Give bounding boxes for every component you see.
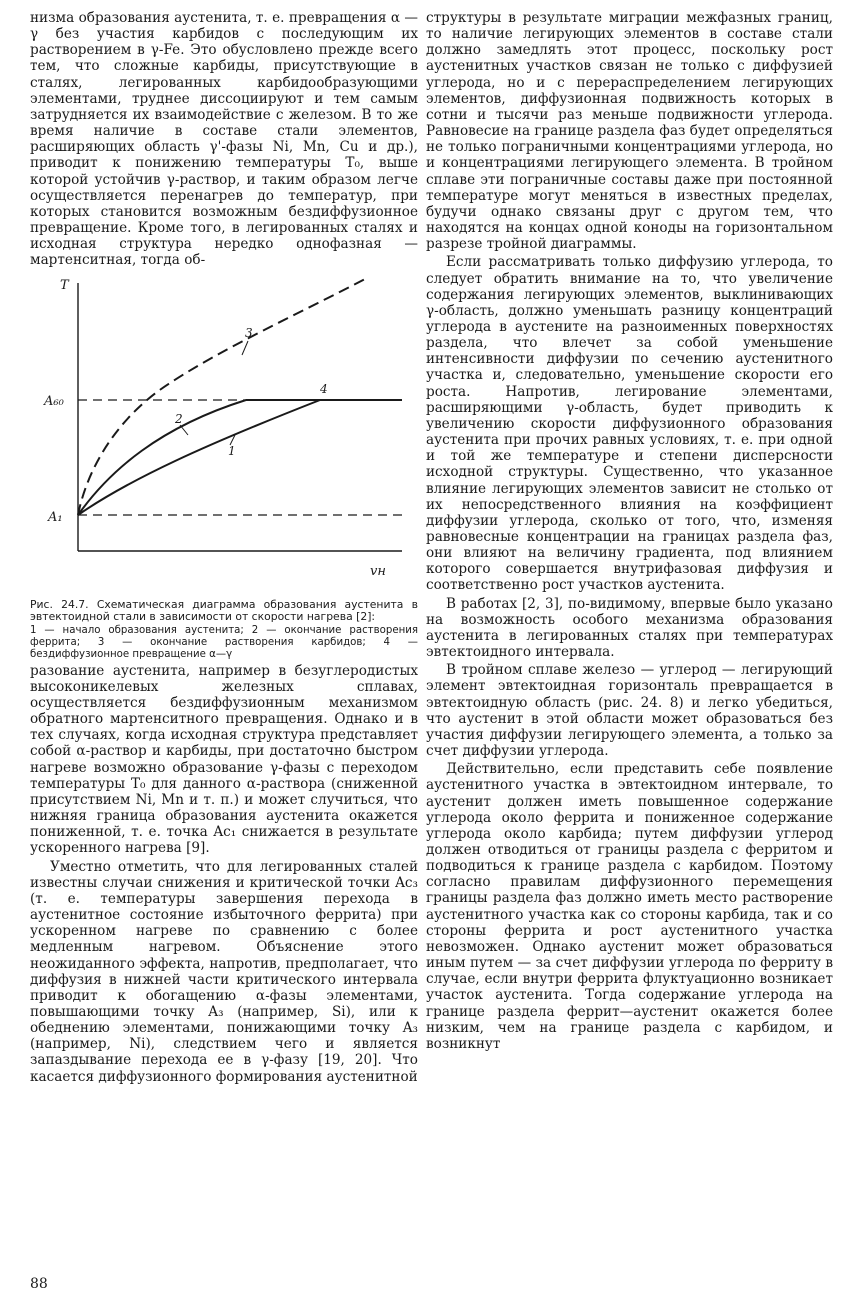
left-paragraph-3: Уместно отметить, что для легированных сталей известны случаи снижения и критической точки Ac₃ (т. е. температуры завершения перехода в аустенитное состояние избыточного феррита) при ускоренном нагреве по сравнению с более медленным нагревом. Объяснение этого неожиданного эффекта, напротив, предполагает, что диффузия в нижней части критического интервала приводит к обогащению α-фазы элементами, повышающими точку A₃ (например, Si), или к обеднению элементами, понижающими точку A₃ (например, Ni), следствием чего и является запаздывание перехода ее в γ-фазу [19, 20]. Что касается диффузионного формирования аустенитной <box>30 858 418 1085</box>
figure-24-7 <box>30 275 418 597</box>
diagram-svg <box>30 275 418 597</box>
level-top-label: A₆₀ <box>44 393 64 409</box>
curve-label-2: 2 <box>175 411 183 426</box>
left-paragraph-1: низма образования аустенита, т. е. превращения α — γ без участия карбидов с последующим их растворением в γ-Fe. Это обусловлено прежде всего тем, что сложные карбиды, присутствующие в сталях, легированных карбидообразующими элементами, труднее диссоциируют и тем самым затрудняется их взаимодействие с железом. В то же время наличие в составе стали элементов, расширяющих область γ'-фазы Ni, Mn, Cu и др.), приводит к понижению температуры T₀, выше которой устойчив γ-раствор, и таким образом легче осуществляется перенагрев до температур, при которых становится возможным бездиффузионное превращение. Кроме того, в легированных сталях и исходная структура нередко однофазная — мартенситная, тогда об- <box>30 10 418 269</box>
leader-2 <box>180 425 188 435</box>
right-paragraph-3: В работах [2, 3], по-видимому, впервые было указано на возможность особого механизма образования аустенита в легированных сталях при температурах эвтектоидного интервала. <box>426 595 833 661</box>
right-paragraph-1: структуры в результате миграции межфазных границ, то наличие легирующих элементов в составе стали должно замедлять этот процесс, поскольку рост аустенитных участков связан не только с диффузией углерода, но и с перераспределением легирующих элементов, диффузионная подвижность которых в сотни и тысячи раз меньше подвижности углерода. Равновесие на границе раздела фаз будет определяться не только пограничными концентрациями углерода, но и концентрациями легирующего элемента. В тройном сплаве эти пограничные составы даже при постоянной температуре могут меняться в известных пределах, будучи однако связаны друг с другом тем, что находятся на концах одной коноды на горизонтальном разрезе тройной диаграммы. <box>426 10 833 253</box>
curve-label-3: 3 <box>245 325 253 340</box>
figure-legend: 1 — начало образования аустенита; 2 — окончание растворения феррита; 3 — окончание растворения карбидов; 4 — бездиффузионное превращение α—γ <box>30 625 418 660</box>
axis-x-label: vн <box>370 563 386 579</box>
level-bottom-label: A₁ <box>48 509 63 525</box>
curve-label-4: 4 <box>320 381 328 396</box>
axis-y-label: T <box>60 277 69 293</box>
leader-3 <box>242 341 248 355</box>
right-paragraph-5: Действительно, если представить себе появление аустенитного участка в эвтектоидном интервале, то аустенит должен иметь повышенное содержание углерода около феррита и пониженное содержание углерода около карбида; путем диффузии углерод должен отводиться от границы раздела с ферритом и подводиться к границе раздела с карбидом. Поэтому согласно правилам диффузионного перемещения границы раздела фаз должно иметь место растворение аустенитного участка как со стороны карбида, так и со стороны феррита и рост аустенитного участка невозможен. Однако аустенит может образоваться иным путем — за счет диффузии углерода по ферриту в случае, если внутри феррита флуктуационно возникает участок аустенита. Тогда содержание углерода на границе раздела феррит—аустенит окажется более низким, чем на границе раздела с карбидом, и возникнут <box>426 761 833 1052</box>
figure-caption: Рис. 24.7. Схематическая диаграмма образования аустенита в эвтектоидной стали в зависимости от скорости нагрева [2]: <box>30 597 418 623</box>
curve-3 <box>78 279 365 515</box>
right-paragraph-2: Если рассматривать только диффузию углерода, то следует обратить внимание на то, что увеличение содержания легирующих элементов, выклинивающих γ-область, должно уменьшать разницу концентраций углерода в аустените на разноименных поверхностях раздела, что влечет за собой уменьшение интенсивности диффузии по сечению аустенитного участка и, следовательно, уменьшение скорости его роста. Напротив, легирование элементами, расширяющими γ-область, будет приводить к увеличению скорости диффузионного образования аустенита при прочих равных условиях, т. е. при одной и той же температуре и степени дисперсности исходной структуры. Существенно, что указанное влияние легирующих элементов зависит не столько от их непосредственного влияния на коэффициент диффузии углерода, сколько от того, что, изменяя равновесные концентрации на границах раздела фаз, они влияют на величину градиента, под влиянием которого совершается внутрифазовая диффузия и соответственно рост участков аустенита. <box>426 254 833 594</box>
curve-label-1: 1 <box>228 443 236 458</box>
right-column <box>426 10 833 1052</box>
page-number: 88 <box>30 1276 48 1292</box>
left-column <box>30 10 418 1085</box>
left-paragraph-2: разование аустенита, например в безуглеродистых высоконикелевых железных сплавах, осуществляется бездиффузионным механизмом обратного мартенситного превращения. Однако и в тех случаях, когда исходная структура представляет собой α-раствор и карбиды, при достаточно быстром нагреве возможно образование γ-фазы с переходом температуры T₀ для данного α-раствора (сниженной присутствием Ni, Mn и т. п.) и может случиться, что нижняя граница образования аустенита окажется пониженной, т. е. точка Ac₁ снижается в результате ускоренного нагрева [9]. <box>30 662 418 857</box>
right-paragraph-4: В тройном сплаве железо — углерод — легирующий элемент эвтектоидная горизонталь превращается в эвтектоидную область (рис. 24. 8) и легко убедиться, что аустенит в этой области может образоваться без участия диффузии легирующего элемента, а только за счет диффузии углерода. <box>426 662 833 760</box>
